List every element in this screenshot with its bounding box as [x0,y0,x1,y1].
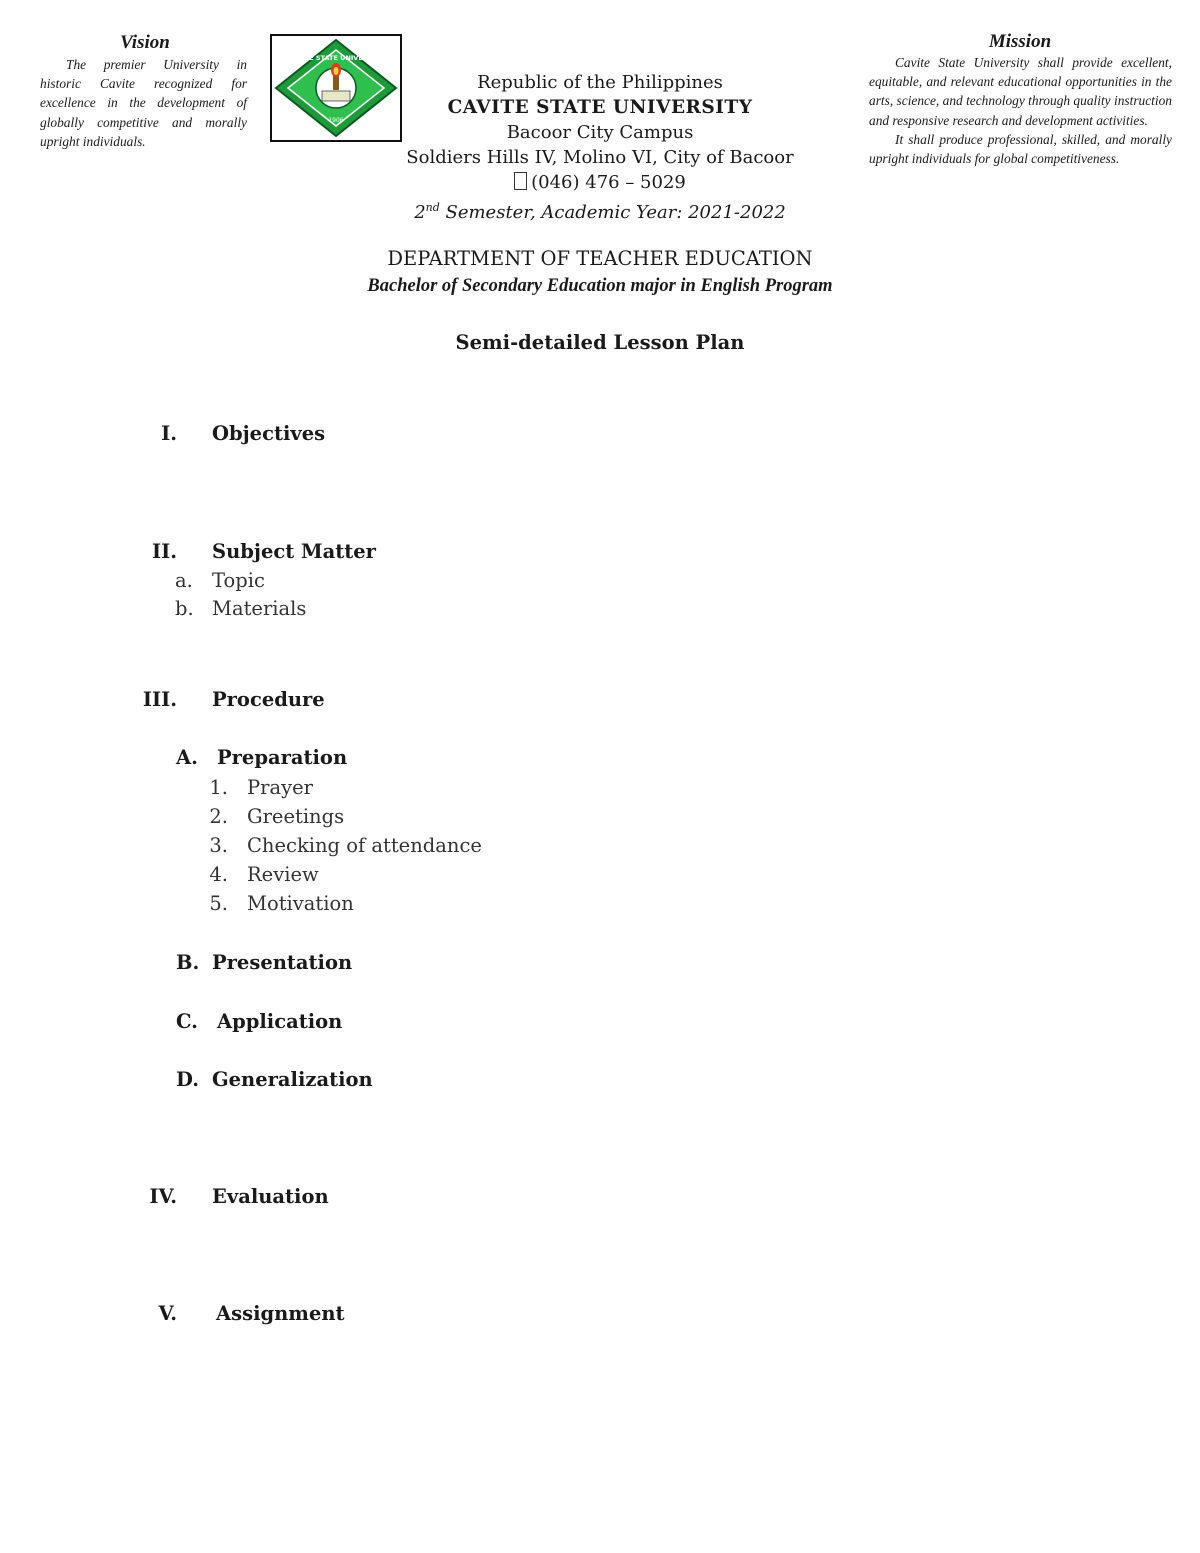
step-prayer: Prayer [247,776,313,799]
subsection-a-letter: A. [176,746,198,769]
vision-paragraph: The premier University in historic Cavite recognized for excellence in the development of globally competitive and morally upright individuals. [40,57,247,149]
section-assignment: Assignment [216,1302,345,1325]
step-motivation: Motivation [247,892,354,915]
lesson-plan-title: Semi-detailed Lesson Plan [455,331,745,354]
vision-title: Vision [120,32,170,53]
section-3-number: III. [142,688,177,711]
subsection-b-letter: B. [176,951,200,974]
section-subject-matter: Subject Matter [212,540,376,563]
step-checking-attendance: Checking of attendance [247,834,482,857]
svg-text:CAVITE STATE UNIVERSITY: CAVITE STATE UNIVERSITY [287,54,385,62]
mission-paragraph-1: Cavite State University shall provide excellent, equitable, and relevant educational opportunities in the arts, science, and technology through quality instruction and responsive research and development activities. [869,55,1172,128]
subsection-presentation: Presentation [212,951,353,974]
department-title: DEPARTMENT OF TEACHER EDUCATION [387,247,813,270]
section-procedure: Procedure [212,688,325,711]
campus-name: Bacoor City Campus [506,122,694,143]
campus-address: Soldiers Hills IV, Molino VI, City of Bacoor [406,147,794,168]
university-header [300,70,900,225]
semester-line [300,195,900,225]
subsection-preparation: Preparation [217,746,348,769]
semester-suffix: nd [425,201,440,214]
section-5-number: V. [158,1302,177,1325]
subject-item-materials: Materials [212,597,307,620]
subject-item-letter: a. [175,569,193,592]
step-number: 2. [209,805,228,828]
subsection-c-letter: C. [176,1010,198,1033]
phone-number: (046) 476 – 5029 [531,172,686,193]
program-title: Bachelor of Secondary Education major in English Program [367,276,833,296]
mission-title: Mission [988,31,1052,52]
step-review: Review [247,863,319,886]
step-number: 1. [209,776,228,799]
step-number: 4. [209,863,228,886]
phone-icon [514,172,527,190]
mission-paragraph-2: It shall produce professional, skilled, and morally upright individuals for global competitiveness. [869,131,1172,167]
section-objectives: Objectives [212,422,326,445]
semester-text: Semester, Academic Year: 2021-2022 [439,202,786,223]
subsection-application: Application [217,1010,343,1033]
svg-text:1906: 1906 [328,117,344,124]
section-2-number: II. [151,540,177,563]
step-number: 5. [209,892,228,915]
subsection-generalization: Generalization [212,1068,373,1091]
step-number: 3. [209,834,228,857]
university-name: CAVITE STATE UNIVERSITY [447,97,753,118]
subsection-d-letter: D. [176,1068,200,1091]
subject-item-topic: Topic [212,569,265,592]
mission-text [869,53,1172,168]
semester-ordinal: 2 [414,202,426,223]
phone-line [300,170,900,195]
section-4-number: IV. [149,1185,177,1208]
section-evaluation: Evaluation [212,1185,329,1208]
step-greetings: Greetings [247,805,345,828]
subject-item-letter: b. [175,597,194,620]
section-1-number: I. [161,422,177,445]
vision-text [40,55,247,151]
republic-line: Republic of the Philippines [477,72,723,93]
